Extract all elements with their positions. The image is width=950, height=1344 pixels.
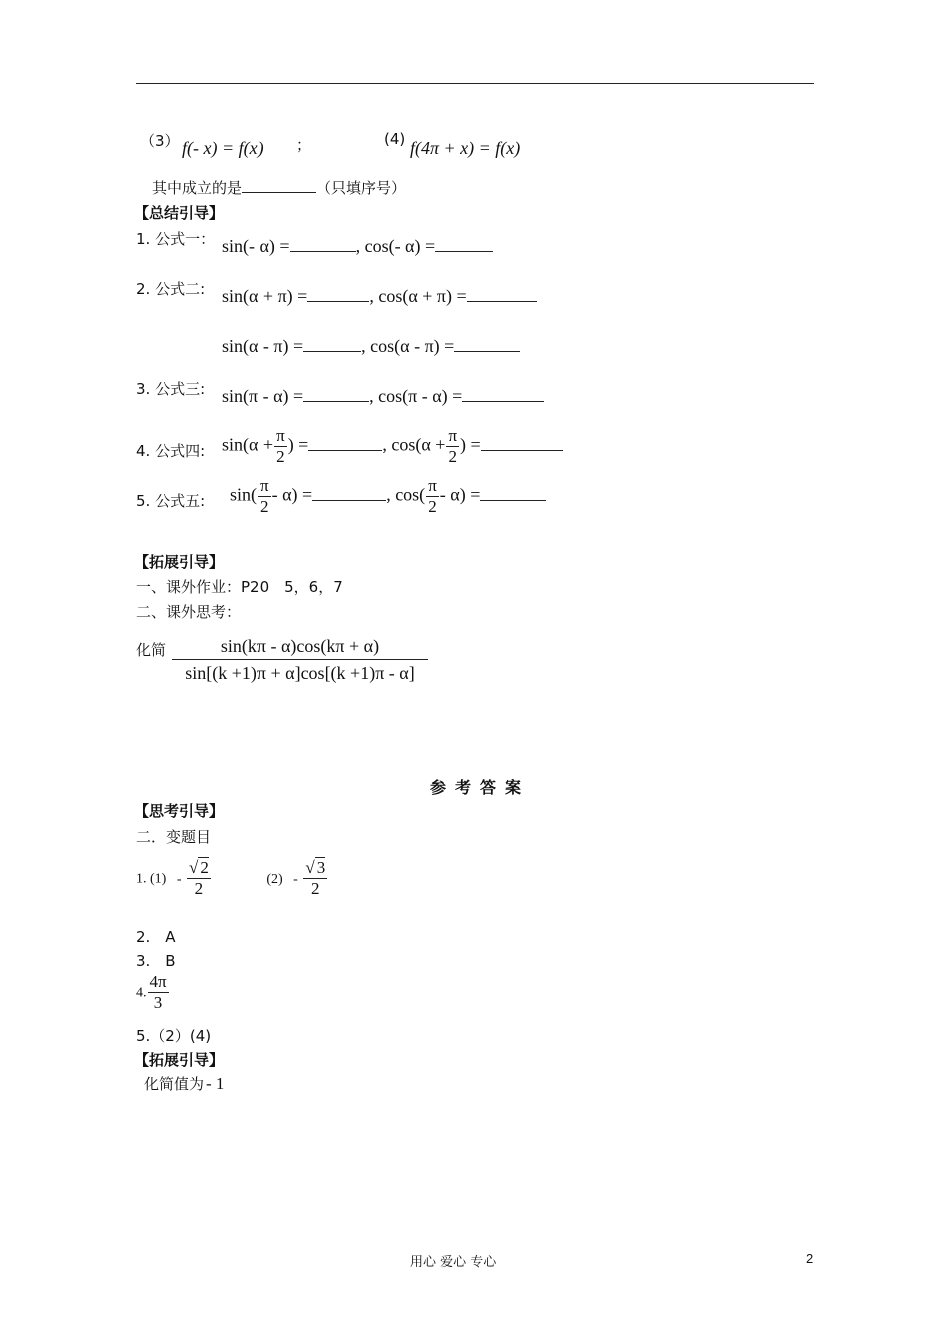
formula3-row: sin(π - α) = , cos(π - α) = xyxy=(222,386,544,407)
answers-heading-extension: 【拓展引导】 xyxy=(134,1051,225,1069)
formula2-cos-plus-blank xyxy=(467,287,537,302)
formula5-close: ) = xyxy=(291,484,313,505)
formula4-close-2: ) = xyxy=(460,434,481,455)
item3-expression: f(- x) = f(x) xyxy=(182,138,264,158)
formula4-pi-over-2-a xyxy=(274,426,287,467)
answer1-fraction xyxy=(187,858,211,899)
exercise-question xyxy=(152,177,406,198)
formula1-cos-blank xyxy=(435,237,493,252)
fraction-denominator: 2 xyxy=(260,497,269,516)
homework-line: 一、课外作业：P20 5，6，7 xyxy=(136,578,343,596)
formula5-minus-alpha-2: - α xyxy=(439,484,460,505)
formula2-cos-plus: cos(α + π) = xyxy=(378,286,467,306)
answer1b-denominator: 2 xyxy=(311,879,320,898)
answer1b-label: (2) xyxy=(266,871,283,887)
formula5-minus-alpha: - α xyxy=(271,484,292,505)
answer1-numerator xyxy=(187,858,211,879)
answer1b-fraction xyxy=(303,858,327,899)
question-suffix: （只填序号） xyxy=(316,179,407,197)
formula4-alpha-plus: α + xyxy=(249,434,274,455)
formula5-sin-open: sin( xyxy=(230,484,257,505)
sqrt-icon: √ xyxy=(189,858,199,877)
formula5-cos-open: cos( xyxy=(395,484,426,505)
formula5-pi-over-2-b xyxy=(426,476,439,517)
formula4-alpha-plus-2: α + xyxy=(421,434,446,455)
answer-3: 3. B xyxy=(136,952,176,970)
formula4-cos-blank xyxy=(481,436,563,451)
item4-expression: f(4π + x) = f(x) xyxy=(410,138,521,158)
formula2-sin-plus: sin(α + π) = xyxy=(222,286,308,306)
formula4-cos-open: cos( xyxy=(391,434,422,455)
page-number: 2 xyxy=(806,1251,814,1266)
answer4-fraction xyxy=(148,972,169,1013)
formula3-sin-blank xyxy=(303,387,369,402)
fraction-numerator: π xyxy=(428,476,437,495)
formula5-close-2: ) = xyxy=(459,484,481,505)
fraction-numerator: π xyxy=(260,476,269,495)
answer1b-minus: - xyxy=(293,871,298,887)
answer-simplified xyxy=(144,1073,224,1094)
simplify-numerator: sin(kπ - α)cos(kπ + α) xyxy=(172,634,428,660)
answer1-radicand: 2 xyxy=(200,858,209,877)
formula2-sin-plus-blank xyxy=(307,287,369,302)
answer-simplified-value: - 1 xyxy=(206,1074,225,1093)
answer-4 xyxy=(136,972,170,1013)
answer1b-radicand: 3 xyxy=(316,858,326,877)
thinking-line: 二、课外思考： xyxy=(136,603,242,621)
header-rule xyxy=(136,83,814,84)
answer1-label: 1. (1) xyxy=(136,871,167,887)
item3-separator: ； xyxy=(296,136,312,154)
formula2-row1: sin(α + π) = , cos(α + π) = xyxy=(222,286,537,307)
answer-simplified-text: 化简值为 xyxy=(144,1075,205,1093)
formula5-cos-blank xyxy=(480,486,546,501)
formula2-row2: sin(α - π) = , cos(α - π) = xyxy=(222,336,520,357)
fraction-denominator: 2 xyxy=(276,447,285,466)
formula1-label: 1. 公式一： xyxy=(136,230,216,248)
formula5-sin-blank xyxy=(312,486,386,501)
answers-subheading: 二．变题目 xyxy=(136,828,212,846)
formula4-comma: , xyxy=(382,434,387,455)
answer-2: 2. A xyxy=(136,928,176,946)
answer4-numerator: 4π xyxy=(149,972,167,991)
formula3-cos-blank xyxy=(462,387,544,402)
answer4-denominator: 3 xyxy=(153,993,163,1012)
fraction-denominator: 2 xyxy=(428,497,437,516)
formula4-sin-blank xyxy=(308,436,382,451)
item3-number: （3） xyxy=(140,132,180,150)
answers-title: 参考答案 xyxy=(430,778,531,797)
answer1-denominator: 2 xyxy=(194,879,204,898)
formula4-close: ) = xyxy=(287,434,309,455)
simplify-label: 化简 xyxy=(136,641,167,659)
formula4-pi-over-2-b xyxy=(446,426,459,467)
simplify-denominator: sin[(k +1)π + α]cos[(k +1)π - α] xyxy=(185,663,415,683)
formula2-cos-minus-blank xyxy=(454,337,520,352)
formula1-cos: cos(- α) = xyxy=(364,236,436,256)
formula4-sin-open: sin( xyxy=(222,434,249,455)
answer4-label: 4. xyxy=(136,985,147,1001)
question-prefix: 其中成立的是 xyxy=(152,179,243,197)
simplify-fraction xyxy=(172,634,428,686)
formula5-label: 5. 公式五: xyxy=(136,492,206,510)
fraction-denominator: 2 xyxy=(448,447,457,466)
fraction-numerator: π xyxy=(448,426,458,445)
formula5-pi-over-2-a xyxy=(258,476,271,517)
formula5-row xyxy=(230,476,546,517)
answers-heading-think: 【思考引导】 xyxy=(134,802,225,820)
formula2-cos-minus: cos(α - π) = xyxy=(370,336,455,356)
sqrt-icon: √ xyxy=(305,858,315,877)
answer1-minus: - xyxy=(176,871,182,887)
formula3-label: 3. 公式三: xyxy=(136,380,206,398)
answer-blank xyxy=(242,178,316,193)
extension-heading: 【拓展引导】 xyxy=(134,553,225,571)
summary-heading: 【总结引导】 xyxy=(134,204,225,222)
formula3-cos: cos(π - α) = xyxy=(378,386,463,406)
formula2-sin-minus-blank xyxy=(303,337,361,352)
formula2-label: 2. 公式二: xyxy=(136,280,206,298)
formula1-sin: sin(- α) = xyxy=(222,236,290,256)
item4-number: (4) xyxy=(384,130,406,148)
footer-motto: 用心 爱心 专心 xyxy=(410,1255,497,1270)
formula1-sin-blank xyxy=(290,237,356,252)
formula1-row: sin(- α) = , cos(- α) = xyxy=(222,236,493,257)
formula4-label: 4. 公式四: xyxy=(136,442,206,460)
formula2-sin-minus: sin(α - π) = xyxy=(222,336,304,356)
fraction-numerator: π xyxy=(276,426,285,445)
formula4-row xyxy=(222,426,563,467)
answer1b-numerator xyxy=(303,858,327,879)
formula5-comma: , xyxy=(386,484,391,505)
formula3-sin: sin(π - α) = xyxy=(222,386,304,406)
answer-5: 5.（2）(4) xyxy=(136,1027,212,1045)
answer-1 xyxy=(136,858,328,899)
